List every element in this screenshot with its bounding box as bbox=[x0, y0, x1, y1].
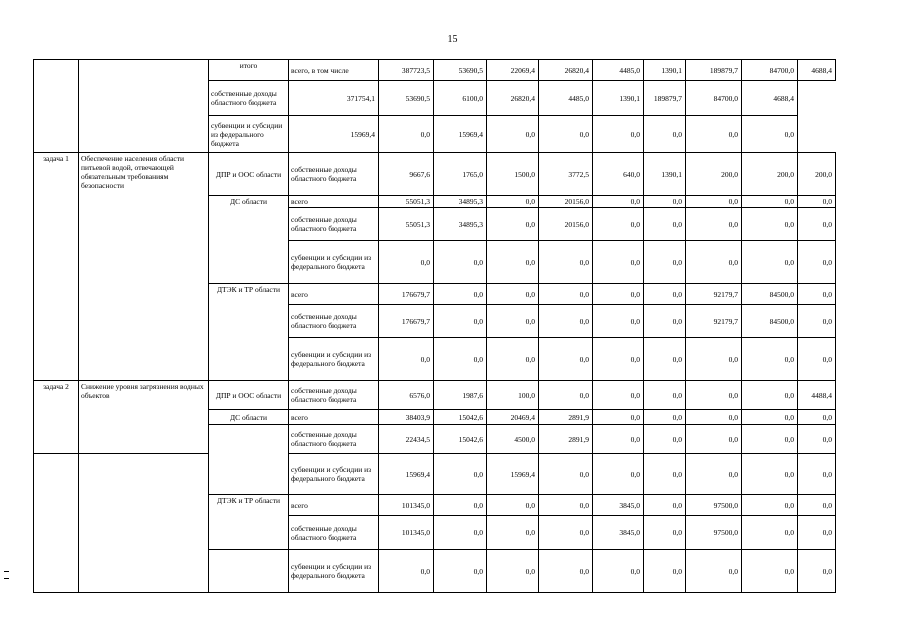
value-cell: 0,0 bbox=[686, 208, 742, 241]
value-cell: 0,0 bbox=[686, 454, 742, 495]
executor-cell: ДС области bbox=[209, 196, 289, 284]
source-cell: всего bbox=[289, 495, 379, 516]
value-cell: 0,0 bbox=[434, 495, 487, 516]
value-cell: 189879,7 bbox=[686, 60, 742, 81]
value-cell: 0,0 bbox=[593, 241, 644, 284]
value-cell: 15042,6 bbox=[434, 425, 487, 454]
value-cell: 0,0 bbox=[798, 208, 836, 241]
value-cell: 0,0 bbox=[487, 495, 539, 516]
value-cell: 0,0 bbox=[686, 196, 742, 208]
value-cell: 0,0 bbox=[593, 196, 644, 208]
executor-cell: ДТЭК и ТР области bbox=[209, 495, 289, 550]
value-cell: 0,0 bbox=[686, 338, 742, 381]
value-cell: 0,0 bbox=[434, 305, 487, 338]
value-cell: 0,0 bbox=[798, 196, 836, 208]
value-cell: 371754,1 bbox=[289, 81, 379, 116]
source-cell: собственные доходы областного бюджета bbox=[289, 153, 379, 196]
value-cell: 0,0 bbox=[434, 454, 487, 495]
value-cell: 0,0 bbox=[539, 381, 593, 410]
value-cell: 15969,4 bbox=[434, 116, 487, 153]
value-cell: 0,0 bbox=[644, 381, 686, 410]
value-cell: 176679,7 bbox=[379, 284, 434, 305]
value-cell: 0,0 bbox=[539, 516, 593, 550]
value-cell: 0,0 bbox=[686, 241, 742, 284]
value-cell: 0,0 bbox=[593, 305, 644, 338]
value-cell: 0,0 bbox=[686, 425, 742, 454]
executor-cell: ДПР и ООС области bbox=[209, 381, 289, 410]
source-cell: собственные доходы областного бюджета bbox=[289, 381, 379, 410]
value-cell: 6576,0 bbox=[379, 381, 434, 410]
value-cell: 200,0 bbox=[742, 153, 798, 196]
source-cell: всего bbox=[289, 410, 379, 425]
value-cell: 0,0 bbox=[539, 305, 593, 338]
value-cell: 100,0 bbox=[487, 381, 539, 410]
value-cell: 0,0 bbox=[593, 116, 644, 153]
value-cell: 15042,6 bbox=[434, 410, 487, 425]
value-cell: 0,0 bbox=[742, 454, 798, 495]
value-cell: 97500,0 bbox=[686, 495, 742, 516]
value-cell: 92179,7 bbox=[686, 305, 742, 338]
description-cell: Обеспечение населения области питьевой водой, отвечающей обязательным требованиям безопасности bbox=[79, 153, 209, 381]
description-cell bbox=[79, 454, 209, 593]
value-cell: 92179,7 bbox=[686, 284, 742, 305]
value-cell: 0,0 bbox=[593, 454, 644, 495]
value-cell: 0,0 bbox=[644, 410, 686, 425]
value-cell: 34895,3 bbox=[434, 196, 487, 208]
value-cell: 0,0 bbox=[539, 338, 593, 381]
value-cell: 176679,7 bbox=[379, 305, 434, 338]
value-cell: 20156,0 bbox=[539, 208, 593, 241]
value-cell: 0,0 bbox=[644, 241, 686, 284]
value-cell: 0,0 bbox=[742, 495, 798, 516]
value-cell: 0,0 bbox=[379, 550, 434, 593]
value-cell: 0,0 bbox=[434, 241, 487, 284]
value-cell: 2891,9 bbox=[539, 410, 593, 425]
table-row bbox=[34, 454, 836, 495]
value-cell: 0,0 bbox=[434, 284, 487, 305]
value-cell: 0,0 bbox=[686, 116, 742, 153]
value-cell: 1765,0 bbox=[434, 153, 487, 196]
page-number: 15 bbox=[447, 34, 458, 45]
value-cell: 84700,0 bbox=[686, 81, 742, 116]
source-cell: субвенции и субсидии из федерального бюджета bbox=[289, 454, 379, 495]
value-cell: 1987,6 bbox=[434, 381, 487, 410]
value-cell: 0,0 bbox=[644, 208, 686, 241]
value-cell: 34895,3 bbox=[434, 208, 487, 241]
value-cell: 0,0 bbox=[644, 284, 686, 305]
value-cell: 0,0 bbox=[593, 338, 644, 381]
value-cell: 0,0 bbox=[539, 284, 593, 305]
value-cell: 2891,9 bbox=[539, 425, 593, 454]
value-cell: 0,0 bbox=[644, 116, 686, 153]
value-cell: 1390,1 bbox=[593, 81, 644, 116]
value-cell: 0,0 bbox=[434, 550, 487, 593]
value-cell: 0,0 bbox=[798, 284, 836, 305]
source-cell: субвенции и субсидии из федерального бюджета bbox=[209, 116, 289, 153]
value-cell: 0,0 bbox=[379, 241, 434, 284]
value-cell: 0,0 bbox=[798, 454, 836, 495]
value-cell: 0,0 bbox=[742, 516, 798, 550]
value-cell: 0,0 bbox=[742, 196, 798, 208]
value-cell: 0,0 bbox=[487, 550, 539, 593]
value-cell: 0,0 bbox=[434, 338, 487, 381]
value-cell: 200,0 bbox=[798, 153, 836, 196]
section-cell bbox=[34, 60, 79, 153]
source-cell: собственные доходы областного бюджета bbox=[289, 425, 379, 454]
value-cell: 0,0 bbox=[742, 116, 798, 153]
value-cell: 3845,0 bbox=[593, 516, 644, 550]
value-cell: 101345,0 bbox=[379, 516, 434, 550]
value-cell: 101345,0 bbox=[379, 495, 434, 516]
source-cell: субвенции и субсидии из федерального бюджета bbox=[289, 241, 379, 284]
executor-cell: ДС области bbox=[209, 410, 289, 425]
value-cell: 4488,4 bbox=[798, 381, 836, 410]
value-cell: 0,0 bbox=[742, 425, 798, 454]
value-cell: 0,0 bbox=[593, 410, 644, 425]
value-cell: 0,0 bbox=[798, 516, 836, 550]
value-cell: 53690,5 bbox=[379, 81, 434, 116]
description-cell: Снижение уровня загрязнения водных объектов bbox=[79, 381, 209, 454]
value-cell: 55051,3 bbox=[379, 208, 434, 241]
table-row bbox=[34, 153, 836, 196]
value-cell: 22434,5 bbox=[379, 425, 434, 454]
value-cell: 4688,4 bbox=[742, 81, 798, 116]
value-cell: 0,0 bbox=[742, 550, 798, 593]
value-cell: 0,0 bbox=[798, 338, 836, 381]
value-cell: 0,0 bbox=[798, 550, 836, 593]
value-cell: 0,0 bbox=[644, 550, 686, 593]
value-cell: 0,0 bbox=[742, 410, 798, 425]
budget-table bbox=[33, 59, 836, 593]
value-cell: 0,0 bbox=[487, 284, 539, 305]
value-cell: 0,0 bbox=[593, 550, 644, 593]
value-cell: 4688,4 bbox=[798, 60, 836, 81]
value-cell: 84700,0 bbox=[742, 60, 798, 81]
value-cell: 0,0 bbox=[644, 425, 686, 454]
value-cell: 0,0 bbox=[644, 454, 686, 495]
value-cell: 0,0 bbox=[379, 338, 434, 381]
margin-mark bbox=[4, 571, 9, 572]
value-cell: 0,0 bbox=[539, 116, 593, 153]
source-cell: собственные доходы областного бюджета bbox=[209, 81, 289, 116]
source-cell: всего, в том числе bbox=[289, 60, 379, 81]
value-cell: 1500,0 bbox=[487, 153, 539, 196]
margin-mark bbox=[4, 578, 9, 579]
value-cell: 0,0 bbox=[686, 550, 742, 593]
value-cell: 53690,5 bbox=[434, 60, 487, 81]
value-cell: 0,0 bbox=[487, 196, 539, 208]
source-cell: собственные доходы областного бюджета bbox=[289, 305, 379, 338]
value-cell: 6100,0 bbox=[434, 81, 487, 116]
value-cell: 22069,4 bbox=[487, 60, 539, 81]
value-cell: 3772,5 bbox=[539, 153, 593, 196]
value-cell: 0,0 bbox=[798, 495, 836, 516]
value-cell: 38403,9 bbox=[379, 410, 434, 425]
value-cell: 0,0 bbox=[593, 284, 644, 305]
value-cell: 15969,4 bbox=[289, 116, 379, 153]
source-cell: собственные доходы областного бюджета bbox=[289, 516, 379, 550]
value-cell: 0,0 bbox=[742, 208, 798, 241]
value-cell: 0,0 bbox=[593, 381, 644, 410]
source-cell: собственные доходы областного бюджета bbox=[289, 208, 379, 241]
value-cell: 4485,0 bbox=[593, 60, 644, 81]
value-cell: 0,0 bbox=[798, 305, 836, 338]
value-cell: 0,0 bbox=[487, 116, 539, 153]
value-cell: 0,0 bbox=[644, 305, 686, 338]
value-cell: 387723,5 bbox=[379, 60, 434, 81]
value-cell: 20469,4 bbox=[487, 410, 539, 425]
value-cell: 1390,1 bbox=[644, 153, 686, 196]
value-cell: 0,0 bbox=[487, 338, 539, 381]
source-cell: всего bbox=[289, 284, 379, 305]
value-cell: 0,0 bbox=[539, 241, 593, 284]
value-cell: 15969,4 bbox=[379, 454, 434, 495]
value-cell: 0,0 bbox=[487, 305, 539, 338]
section-cell bbox=[34, 454, 79, 593]
value-cell: 84500,0 bbox=[742, 284, 798, 305]
value-cell: 0,0 bbox=[798, 410, 836, 425]
source-cell: субвенции и субсидии из федерального бюджета bbox=[289, 550, 379, 593]
value-cell: 0,0 bbox=[798, 241, 836, 284]
value-cell: 55051,3 bbox=[379, 196, 434, 208]
value-cell: 0,0 bbox=[593, 425, 644, 454]
executor-cell: ДПР и ООС области bbox=[209, 153, 289, 196]
value-cell: 189879,7 bbox=[644, 81, 686, 116]
executor-cell bbox=[209, 425, 289, 495]
source-cell: субвенции и субсидии из федерального бюджета bbox=[289, 338, 379, 381]
executor-cell: ДТЭК и ТР области bbox=[209, 284, 289, 381]
section-cell: задача 2 bbox=[34, 381, 79, 454]
value-cell: 3845,0 bbox=[593, 495, 644, 516]
value-cell: 15969,4 bbox=[487, 454, 539, 495]
value-cell: 0,0 bbox=[539, 454, 593, 495]
value-cell: 0,0 bbox=[644, 196, 686, 208]
value-cell: 0,0 bbox=[644, 495, 686, 516]
value-cell: 4500,0 bbox=[487, 425, 539, 454]
value-cell: 20156,0 bbox=[539, 196, 593, 208]
value-cell: 640,0 bbox=[593, 153, 644, 196]
source-cell: всего bbox=[289, 196, 379, 208]
value-cell: 26820,4 bbox=[487, 81, 539, 116]
value-cell: 0,0 bbox=[593, 208, 644, 241]
value-cell: 26820,4 bbox=[539, 60, 593, 81]
value-cell: 0,0 bbox=[539, 495, 593, 516]
value-cell: 0,0 bbox=[798, 425, 836, 454]
value-cell: 0,0 bbox=[644, 516, 686, 550]
value-cell: 0,0 bbox=[487, 241, 539, 284]
table-row bbox=[34, 60, 836, 81]
section-cell: задача 1 bbox=[34, 153, 79, 381]
executor-cell: итого bbox=[209, 60, 289, 81]
value-cell: 200,0 bbox=[686, 153, 742, 196]
value-cell: 0,0 bbox=[742, 338, 798, 381]
table-row bbox=[34, 381, 836, 410]
value-cell: 97500,0 bbox=[686, 516, 742, 550]
value-cell: 0,0 bbox=[686, 410, 742, 425]
value-cell: 0,0 bbox=[434, 516, 487, 550]
value-cell: 0,0 bbox=[644, 338, 686, 381]
value-cell: 0,0 bbox=[539, 550, 593, 593]
value-cell: 9667,6 bbox=[379, 153, 434, 196]
value-cell: 0,0 bbox=[742, 241, 798, 284]
value-cell: 0,0 bbox=[686, 381, 742, 410]
description-cell bbox=[79, 60, 209, 153]
value-cell: 0,0 bbox=[487, 208, 539, 241]
value-cell: 0,0 bbox=[742, 381, 798, 410]
value-cell: 0,0 bbox=[487, 516, 539, 550]
value-cell: 0,0 bbox=[379, 116, 434, 153]
value-cell: 84500,0 bbox=[742, 305, 798, 338]
value-cell: 1390,1 bbox=[644, 60, 686, 81]
executor-cell bbox=[209, 550, 289, 593]
value-cell: 4485,0 bbox=[539, 81, 593, 116]
